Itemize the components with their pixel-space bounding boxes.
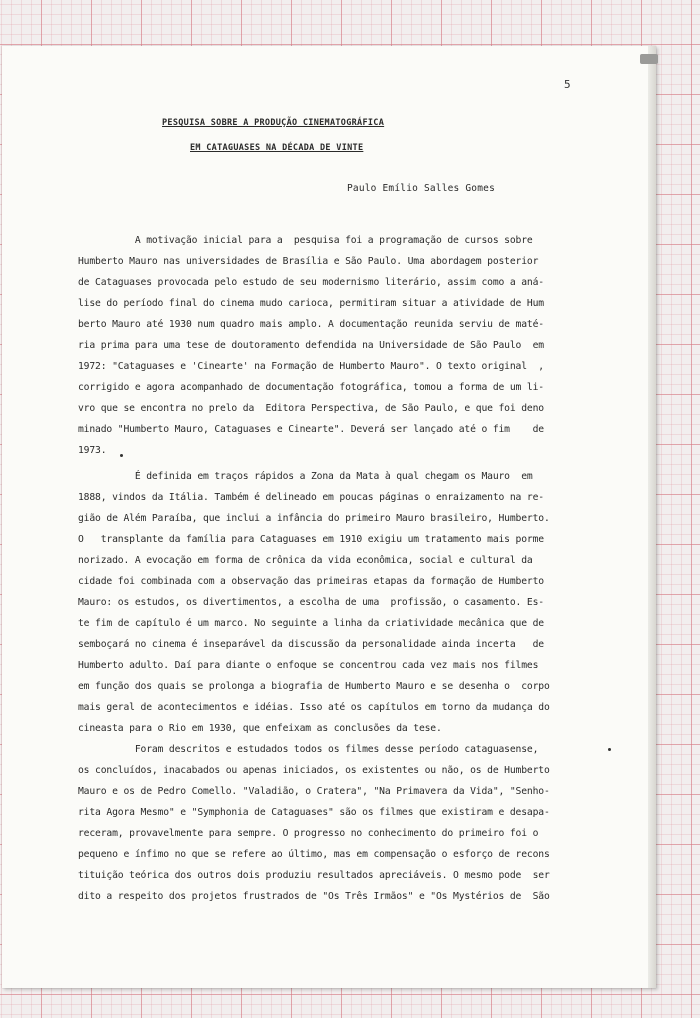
body-line: dito a respeito dos projetos frustrados de "Os Três Irmãos" e "Os Mystérios de São [78,891,550,902]
body-line: É definida em traços rápidos a Zona da Mata à qual chegam os Mauro em [78,471,533,482]
body-line: O transplante da família para Cataguases em 1910 exigiu um tratamento mais porme [78,534,544,545]
body-line: Humberto adulto. Daí para diante o enfoque se concentrou cada vez mais nos filmes [78,660,539,671]
page-edge [648,46,656,988]
title-line-1: PESQUISA SOBRE A PRODUÇÃO CINEMATOGRÁFICA [162,118,385,128]
page-number: 5 [564,78,571,91]
body-line: A motivação inicial para a pesquisa foi a programação de cursos sobre [78,235,533,246]
body-line: 1888, vindos da Itália. Também é delineado em poucas páginas o enraizamento na re- [78,492,544,503]
document-page [2,46,656,988]
body-line: berto Mauro até 1930 num quadro mais amplo. A documentação reunida serviu de maté- [78,319,544,330]
body-line: tituição teórica dos outros dois produziu resultados apreciáveis. O mesmo pode ser [78,870,550,881]
body-line: pequeno e ínfimo no que se refere ao último, mas em compensação o esforço de recons [78,849,550,860]
body-line: norizado. A evocação em forma de crônica da vida econômica, social e cultural da [78,555,533,566]
body-line: minado "Humberto Mauro, Cataguases e Cinearte". Deverá ser lançado até o fim de [78,424,544,435]
body-line: Mauro e os de Pedro Comello. "Valadião, o Cratera", "Na Primavera da Vida", "Senho- [78,786,550,797]
body-line: vro que se encontra no prelo da Editora Perspectiva, de São Paulo, e que foi deno [78,403,544,414]
body-line: mais geral de acontecimentos e idéias. Isso até os capítulos em torno da mudança do [78,702,550,713]
body-line: cidade foi combinada com a observação das primeiras etapas da formação de Humberto [78,576,544,587]
paper-clip [640,54,658,64]
body-line: corrigido e agora acompanhado de documentação fotográfica, tomou a forma de um li- [78,382,544,393]
author-name: Paulo Emílio Salles Gomes [347,183,495,194]
body-line: Foram descritos e estudados todos os filmes desse período cataguasense, [78,744,539,755]
body-line: lise do período final do cinema mudo carioca, permitiram situar a atividade de Hum [78,298,544,309]
body-line: Humberto Mauro nas universidades de Brasília e São Paulo. Uma abordagem posterior [78,256,539,267]
body-line: te fim de capítulo é um marco. No seguinte a linha da criatividade mecânica que de [78,618,544,629]
body-line: receram, provavelmente para sempre. O progresso no conhecimento do primeiro foi o [78,828,539,839]
body-line: ria prima para uma tese de doutoramento defendida na Universidade de São Paulo em [78,340,544,351]
body-line: cineasta para o Rio em 1930, que enfeixam as conclusões da tese. [78,723,442,734]
body-line: semboçará no cinema é inseparável da discussão da personalidade ainda incerta de [78,639,544,650]
body-line: os concluídos, inacabados ou apenas iniciados, os existentes ou não, os de Humberto [78,765,550,776]
body-line: rita Agora Mesmo" e "Symphonia de Cataguases" são os filmes que existiram e desapa- [78,807,550,818]
ink-mark [120,454,123,457]
body-line: 1972: "Cataguases e 'Cinearte' na Formação de Humberto Mauro". O texto original , [78,361,544,372]
title-line-2: EM CATAGUASES NA DÉCADA DE VINTE [190,143,364,153]
body-line: em função dos quais se prolonga a biografia de Humberto Mauro e se desenha o corpo [78,681,550,692]
body-line: de Cataguases provocada pelo estudo de seu modernismo literário, assim como a aná- [78,277,544,288]
body-line: 1973. [78,445,107,456]
body-line: gião de Além Paraíba, que inclui a infância do primeiro Mauro brasileiro, Humberto. [78,513,550,524]
body-line: Mauro: os estudos, os divertimentos, a escolha de uma profissão, o casamento. Es- [78,597,544,608]
ink-mark [608,748,611,751]
